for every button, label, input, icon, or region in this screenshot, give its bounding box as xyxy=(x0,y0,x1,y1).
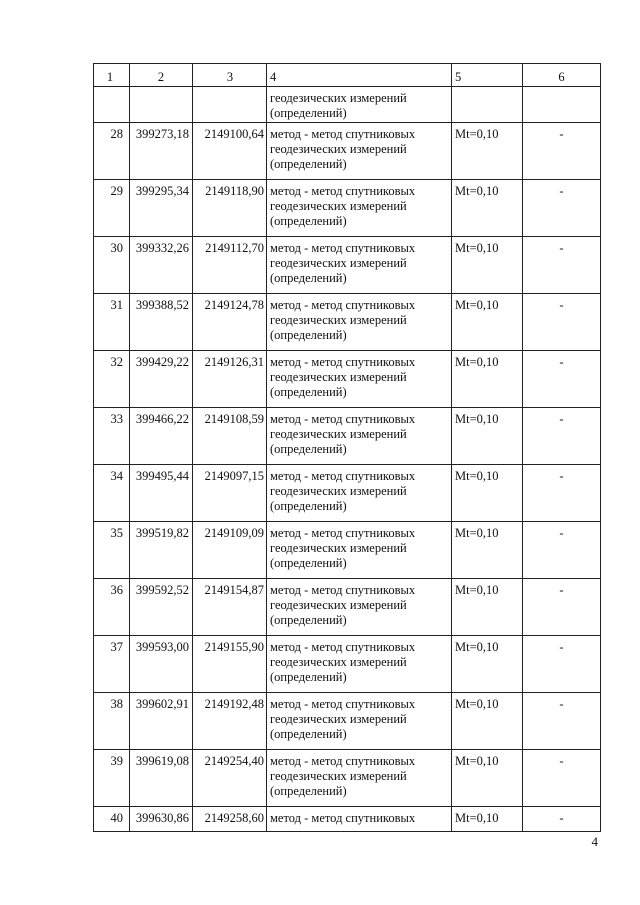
table-row xyxy=(94,465,601,522)
method-cell: метод - метод спутниковых геодезических измерений (определений) xyxy=(267,351,452,408)
accuracy-cell xyxy=(452,87,523,123)
point-number-cell: 29 xyxy=(94,180,130,237)
note-cell: - xyxy=(523,123,601,180)
method-cell: метод - метод спутниковых геодезических измерений (определений) xyxy=(267,579,452,636)
point-number-cell: 30 xyxy=(94,237,130,294)
note-cell: - xyxy=(523,636,601,693)
method-cell: метод - метод спутниковых геодезических измерений (определений) xyxy=(267,294,452,351)
table-header-row xyxy=(94,64,601,87)
point-number-cell xyxy=(94,87,130,123)
method-cell: метод - метод спутниковых геодезических измерений (определений) xyxy=(267,237,452,294)
note-cell: - xyxy=(523,180,601,237)
note-cell: - xyxy=(523,693,601,750)
accuracy-cell: Mt=0,10 xyxy=(452,123,523,180)
header-cell: 4 xyxy=(267,64,452,87)
coordinates-table xyxy=(93,63,601,832)
table-row xyxy=(94,294,601,351)
header-cell: 3 xyxy=(193,64,267,87)
accuracy-cell: Mt=0,10 xyxy=(452,237,523,294)
x-coordinate-cell: 399273,18 xyxy=(130,123,193,180)
accuracy-cell: Mt=0,10 xyxy=(452,522,523,579)
method-cell: метод - метод спутниковых геодезических измерений (определений) xyxy=(267,465,452,522)
y-coordinate-cell xyxy=(193,87,267,123)
x-coordinate-cell: 399295,34 xyxy=(130,180,193,237)
table-row xyxy=(94,750,601,807)
x-coordinate-cell: 399519,82 xyxy=(130,522,193,579)
note-cell: - xyxy=(523,750,601,807)
y-coordinate-cell: 2149154,87 xyxy=(193,579,267,636)
point-number-cell: 38 xyxy=(94,693,130,750)
note-cell: - xyxy=(523,237,601,294)
method-cell: метод - метод спутниковых геодезических измерений (определений) xyxy=(267,693,452,750)
accuracy-cell: Mt=0,10 xyxy=(452,408,523,465)
table-row xyxy=(94,579,601,636)
note-cell: - xyxy=(523,408,601,465)
note-cell: - xyxy=(523,807,601,832)
y-coordinate-cell: 2149100,64 xyxy=(193,123,267,180)
point-number-cell: 32 xyxy=(94,351,130,408)
page-number: 4 xyxy=(591,834,598,849)
method-cell: геодезических измерений (определений) xyxy=(267,87,452,123)
header-cell: 5 xyxy=(452,64,523,87)
accuracy-cell: Mt=0,10 xyxy=(452,180,523,237)
y-coordinate-cell: 2149258,60 xyxy=(193,807,267,832)
table-row xyxy=(94,522,601,579)
method-cell: метод - метод спутниковых геодезических измерений (определений) xyxy=(267,522,452,579)
note-cell xyxy=(523,87,601,123)
header-cell: 6 xyxy=(523,64,601,87)
accuracy-cell: Mt=0,10 xyxy=(452,465,523,522)
table-row xyxy=(94,636,601,693)
y-coordinate-cell: 2149126,31 xyxy=(193,351,267,408)
point-number-cell: 34 xyxy=(94,465,130,522)
table-row xyxy=(94,237,601,294)
table-row xyxy=(94,807,601,832)
y-coordinate-cell: 2149192,48 xyxy=(193,693,267,750)
y-coordinate-cell: 2149097,15 xyxy=(193,465,267,522)
table-row xyxy=(94,693,601,750)
point-number-cell: 36 xyxy=(94,579,130,636)
point-number-cell: 35 xyxy=(94,522,130,579)
x-coordinate-cell: 399466,22 xyxy=(130,408,193,465)
y-coordinate-cell: 2149124,78 xyxy=(193,294,267,351)
table-row xyxy=(94,123,601,180)
table-row-continuation xyxy=(94,87,601,123)
table-row xyxy=(94,408,601,465)
x-coordinate-cell: 399630,86 xyxy=(130,807,193,832)
accuracy-cell: Mt=0,10 xyxy=(452,294,523,351)
point-number-cell: 31 xyxy=(94,294,130,351)
accuracy-cell: Mt=0,10 xyxy=(452,351,523,408)
note-cell: - xyxy=(523,522,601,579)
table-row xyxy=(94,351,601,408)
x-coordinate-cell: 399593,00 xyxy=(130,636,193,693)
method-cell: метод - метод спутниковых геодезических измерений (определений) xyxy=(267,408,452,465)
point-number-cell: 37 xyxy=(94,636,130,693)
y-coordinate-cell: 2149109,09 xyxy=(193,522,267,579)
accuracy-cell: Mt=0,10 xyxy=(452,693,523,750)
x-coordinate-cell: 399495,44 xyxy=(130,465,193,522)
accuracy-cell: Mt=0,10 xyxy=(452,750,523,807)
header-cell: 2 xyxy=(130,64,193,87)
x-coordinate-cell: 399602,91 xyxy=(130,693,193,750)
method-cell: метод - метод спутниковых геодезических измерений (определений) xyxy=(267,750,452,807)
y-coordinate-cell: 2149155,90 xyxy=(193,636,267,693)
method-cell: метод - метод спутниковых геодезических измерений (определений) xyxy=(267,636,452,693)
x-coordinate-cell: 399388,52 xyxy=(130,294,193,351)
accuracy-cell: Mt=0,10 xyxy=(452,579,523,636)
accuracy-cell: Mt=0,10 xyxy=(452,636,523,693)
table-row xyxy=(94,180,601,237)
x-coordinate-cell: 399592,52 xyxy=(130,579,193,636)
note-cell: - xyxy=(523,351,601,408)
note-cell: - xyxy=(523,294,601,351)
header-cell: 1 xyxy=(94,64,130,87)
note-cell: - xyxy=(523,465,601,522)
y-coordinate-cell: 2149118,90 xyxy=(193,180,267,237)
y-coordinate-cell: 2149112,70 xyxy=(193,237,267,294)
y-coordinate-cell: 2149254,40 xyxy=(193,750,267,807)
x-coordinate-cell: 399332,26 xyxy=(130,237,193,294)
point-number-cell: 40 xyxy=(94,807,130,832)
y-coordinate-cell: 2149108,59 xyxy=(193,408,267,465)
point-number-cell: 33 xyxy=(94,408,130,465)
point-number-cell: 39 xyxy=(94,750,130,807)
x-coordinate-cell: 399619,08 xyxy=(130,750,193,807)
accuracy-cell: Mt=0,10 xyxy=(452,807,523,832)
method-cell: метод - метод спутниковых геодезических измерений (определений) xyxy=(267,180,452,237)
method-cell: метод - метод спутниковых геодезических измерений (определений) xyxy=(267,123,452,180)
x-coordinate-cell xyxy=(130,87,193,123)
x-coordinate-cell: 399429,22 xyxy=(130,351,193,408)
note-cell: - xyxy=(523,579,601,636)
method-cell: метод - метод спутниковых xyxy=(267,807,452,832)
point-number-cell: 28 xyxy=(94,123,130,180)
